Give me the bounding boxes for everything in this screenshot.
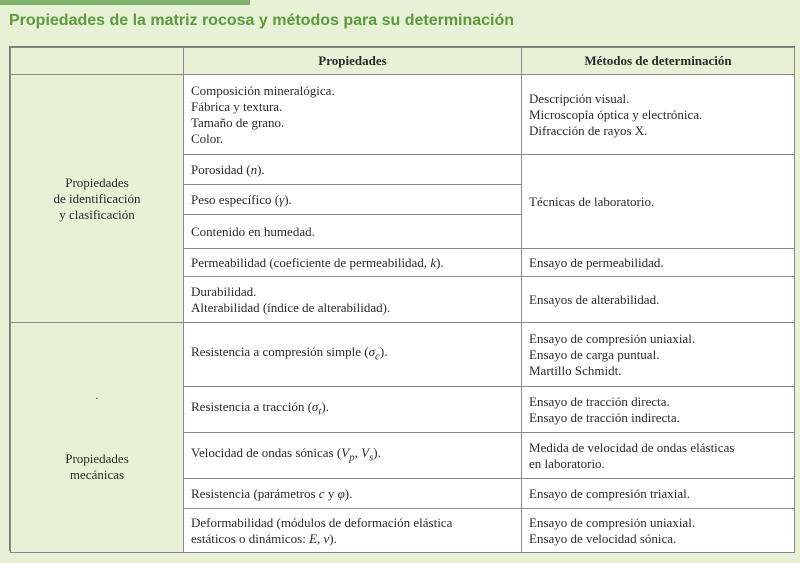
property-cell	[184, 323, 522, 387]
group-label-line: Propiedades	[65, 450, 129, 466]
method-line: Difracción de rayos X.	[529, 122, 648, 138]
symbol-nu: ν	[323, 530, 330, 546]
method-line: Ensayo de compresión uniaxial.	[529, 514, 696, 530]
symbol-sigma: σ	[311, 399, 319, 415]
table-row	[11, 75, 795, 155]
group-identification	[11, 75, 184, 323]
symbol-phi: φ	[337, 485, 345, 501]
property-text: Velocidad de ondas sónicas (	[191, 445, 342, 461]
property-text: Resistencia (parámetros	[191, 485, 319, 501]
top-accent-bar	[0, 0, 250, 5]
properties-table-grid	[10, 47, 795, 553]
subscript-s: s	[369, 451, 374, 464]
property-line: Alterabilidad (índice de alterabilidad).	[191, 299, 391, 315]
property-cell	[184, 509, 522, 553]
method-line: Ensayo de tracción indirecta.	[529, 409, 680, 425]
property-text: ,	[354, 445, 362, 461]
property-text: ).	[344, 485, 353, 501]
header-category	[11, 48, 184, 75]
property-text: ,	[317, 530, 324, 546]
method-line: Martillo Schmidt.	[529, 362, 622, 378]
property-cell	[184, 387, 522, 433]
method-line: Ensayo de velocidad sónica.	[529, 530, 677, 546]
table-header-row	[11, 48, 795, 75]
property-text: ).	[321, 399, 329, 415]
method-cell	[522, 155, 795, 249]
property-text: ).	[436, 254, 444, 270]
method-line: Microscopía óptica y electrónica.	[529, 106, 703, 122]
method-line: Descripción visual.	[529, 90, 630, 106]
method-line: Ensayo de compresión uniaxial.	[529, 330, 696, 346]
group-label-line: mecánicas	[69, 466, 125, 482]
property-text: ).	[329, 530, 337, 546]
property-cell	[184, 249, 522, 277]
subscript-p: p	[349, 451, 355, 464]
group-mechanical	[11, 323, 184, 553]
symbol-sigma: σ	[368, 344, 376, 360]
property-cell	[184, 215, 522, 249]
method-line: Ensayo de permeabilidad.	[529, 254, 664, 270]
method-line: Ensayos de alterabilidad.	[529, 291, 660, 307]
property-text: ).	[257, 161, 265, 177]
property-cell	[184, 75, 522, 155]
property-text: Porosidad (	[191, 161, 251, 177]
property-line: Color.	[191, 130, 224, 146]
method-line: Ensayo de compresión triaxial.	[529, 485, 691, 501]
property-text: y	[324, 485, 338, 501]
table-row	[11, 323, 795, 387]
symbol-v: V	[341, 445, 350, 461]
property-line: Fábrica y textura.	[191, 98, 283, 114]
method-line: Técnicas de laboratorio.	[529, 193, 655, 209]
method-cell	[522, 387, 795, 433]
property-text: Permeabilidad (coeficiente de permeabilidad,	[191, 254, 431, 270]
property-text: estáticos o dinámicos:	[191, 530, 310, 546]
property-line: Deformabilidad (módulos de deformación elástica	[191, 514, 453, 530]
page-title: Propiedades de la matriz rocosa y métodos para su determinación	[9, 12, 515, 29]
property-text: Resistencia a compresión simple (	[191, 344, 369, 360]
header-methods: Métodos de determinación	[522, 48, 795, 75]
method-line: Ensayo de carga puntual.	[529, 346, 660, 362]
method-line: Ensayo de tracción directa.	[529, 393, 670, 409]
property-text: Contenido en humedad.	[191, 223, 315, 239]
symbol-v: V	[361, 445, 370, 461]
property-line: Tamaño de grano.	[191, 114, 285, 130]
method-line: en laboratorio.	[529, 455, 605, 471]
property-line: Durabilidad.	[191, 283, 257, 299]
group-label-line: y clasificación	[59, 206, 135, 222]
property-cell	[184, 433, 522, 479]
property-line	[191, 531, 514, 547]
property-text: ).	[373, 445, 381, 461]
subscript-t: t	[318, 405, 322, 418]
method-cell	[522, 323, 795, 387]
symbol-c: c	[318, 485, 325, 501]
symbol-n: n	[250, 161, 258, 177]
property-cell	[184, 155, 522, 185]
property-text: Resistencia a tracción (	[191, 399, 312, 415]
property-text: Peso específico (	[191, 191, 280, 207]
stray-dot: ·	[95, 392, 99, 405]
symbol-k: k	[430, 254, 437, 270]
property-line: Composición mineralógica.	[191, 82, 335, 98]
header-properties: Propiedades	[184, 48, 522, 75]
method-cell	[522, 249, 795, 277]
method-line: Medida de velocidad de ondas elásticas	[529, 439, 735, 455]
group-label-line: de identificación	[53, 190, 141, 206]
property-text: ).	[379, 344, 388, 360]
property-cell	[184, 277, 522, 323]
symbol-e: E	[309, 530, 318, 546]
subscript-c: c	[375, 350, 380, 363]
group-label-line: Propiedades	[65, 174, 129, 190]
method-cell	[522, 509, 795, 553]
symbol-gamma: γ	[279, 191, 285, 207]
property-text: ).	[284, 191, 292, 207]
property-cell	[184, 185, 522, 215]
method-cell	[522, 277, 795, 323]
properties-table	[9, 46, 795, 551]
method-cell	[522, 433, 795, 479]
method-cell	[522, 479, 795, 509]
property-cell	[184, 479, 522, 509]
method-cell	[522, 75, 795, 155]
